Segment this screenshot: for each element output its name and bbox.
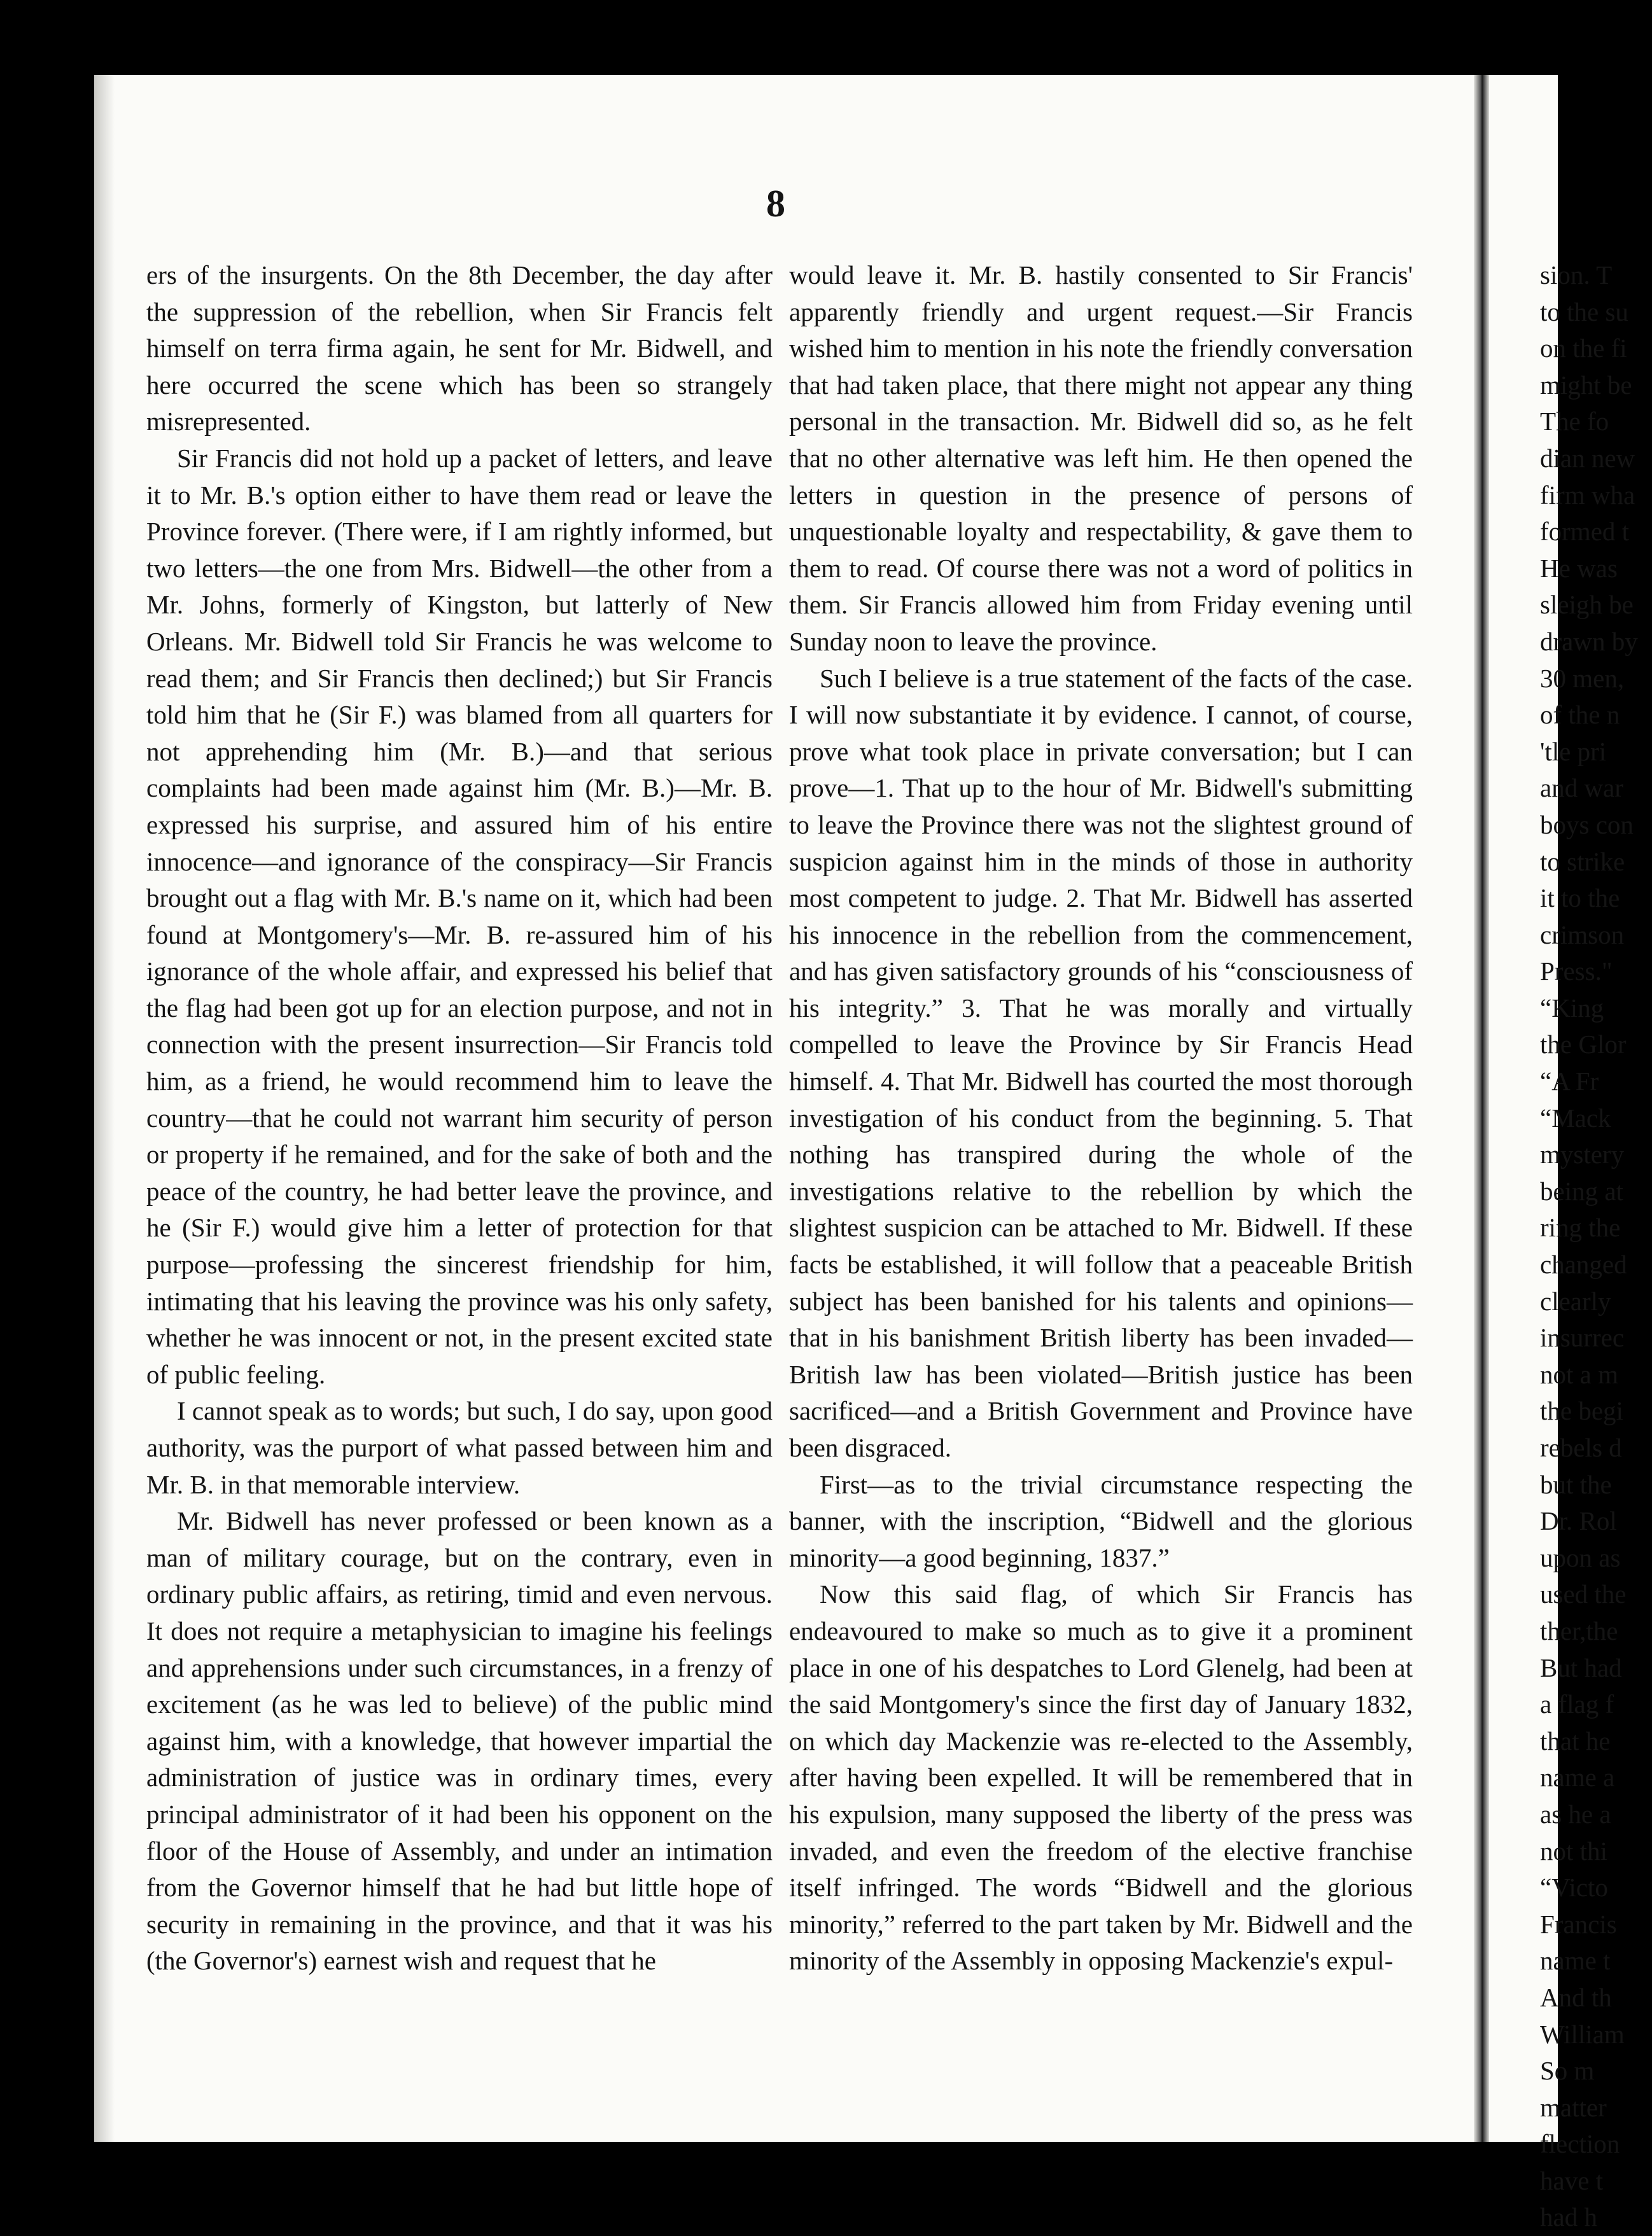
cropped-line: firm wha — [1540, 480, 1635, 510]
cropped-line: formed t — [1540, 517, 1630, 547]
paragraph: would leave it. Mr. B. hastily consented to Sir Francis' apparently friendly and urgent request.—Sir Francis wished him to mention in his note the friendly conversation that had taken place, that there might not appear any thing personal in the transaction. Mr. Bidwell did so, as he felt that no other alternative was left him. He then opened the letters in question in the presence of persons of unquestionable loyalty and respectability, & gave them to them to read. Of course there was not a word of politics in them. Sir Francis allowed him from Friday evening until Sunday noon to leave the province. — [789, 260, 1413, 656]
cropped-line: the Glor — [1540, 1030, 1627, 1059]
cropped-line: that he — [1540, 1726, 1611, 1756]
cropped-line: to strike — [1540, 846, 1625, 876]
cropped-line: not thi — [1540, 1836, 1607, 1866]
cropped-line: being at — [1540, 1176, 1623, 1206]
cropped-line: 30 men, — [1540, 663, 1625, 693]
cropped-line: changed — [1540, 1250, 1627, 1280]
cropped-line: not a m — [1540, 1359, 1618, 1389]
cropped-line: Press." — [1540, 956, 1613, 986]
paragraph: Such I believe is a true statement of the facts of the case. I will now substantiate it by evidence. I cannot, of course, prove what took place in private conversation; but I can prove—1. That up to the hour of Mr. Bidwell's submitting to leave the Province there was not the slightest ground of suspicion against him in the minds of those in authority most competent to judge. 2. That Mr. Bidwell has asserted his innocence in the rebellion from the commencement, and has given satisfactory grounds of his “consciousness of his integrity.” 3. That he was morally and virtually compelled to leave the Province by Sir Francis Head himself. 4. That Mr. Bidwell has courted the most thorough investigation of his conduct from the beginning. 5. That nothing has transpired during the whole of the investigations relative to the rebellion by which the slightest suspicion can be attached to Mr. Bidwell. If these facts be established, it will follow that a peaceable British subject has been banished for his talents and opinions—that in his banishment British liberty has been invaded—British law has been violated—British justice has been sacrificed—and a British Government and Province have been disgraced. — [789, 663, 1413, 1462]
cropped-line: of the n — [1540, 700, 1620, 730]
cropped-line: to the su — [1540, 297, 1628, 326]
cropped-line: might be — [1540, 370, 1632, 400]
cropped-line: 'tle pri — [1540, 736, 1607, 766]
cropped-line: and war — [1540, 773, 1623, 803]
cropped-line: name t — [1540, 1946, 1611, 1976]
cropped-line: The fo — [1540, 407, 1609, 437]
paragraph: First—as to the trivial circumstance respecting the banner, with the inscription, “Bidwell and the glorious minority—a good beginning, 1837.” — [789, 1469, 1413, 1572]
cropped-line: But had — [1540, 1653, 1622, 1682]
cropped-line: “King — [1540, 993, 1604, 1023]
cropped-line: upon as — [1540, 1542, 1621, 1572]
cropped-line: “Victo — [1540, 1873, 1608, 1903]
cropped-line: as he a — [1540, 1799, 1611, 1829]
cropped-line: crimson — [1540, 919, 1625, 949]
cropped-line: And th — [1540, 1982, 1612, 2012]
cropped-line: He was — [1540, 553, 1618, 583]
cropped-line: So m — [1540, 2056, 1595, 2086]
cropped-line: mystery — [1540, 1140, 1625, 1170]
paragraph: I cannot speak as to words; but such, I do say, upon good authority, was the purport of what passed between him and Mr. B. in that memorable interview. — [146, 1396, 773, 1499]
cropped-line: Francis — [1540, 1909, 1617, 1939]
cropped-line: “Mack — [1540, 1103, 1611, 1133]
cropped-line: clearly — [1540, 1286, 1611, 1316]
text-column-1 — [146, 257, 773, 1980]
cropped-line: the begi — [1540, 1396, 1623, 1426]
cropped-line: on the fi — [1540, 333, 1627, 363]
cropped-line: ring the — [1540, 1213, 1621, 1243]
text-column-2 — [789, 257, 1413, 1980]
cropped-line: have t — [1540, 2165, 1604, 2195]
cropped-line: insurrec — [1540, 1323, 1625, 1353]
paragraph: Now this said flag, of which Sir Francis has endeavoured to make so much as to give it a prominent place in one of his despatches to Lord Glenelg, had been at the said Montgomery's since the first day of January 1832, on which day Mackenzie was re-elected to the Assembly, after having been expelled. It will be remembered that in his expulsion, many supposed the liberty of the press was invaded, and even the freedom of the elective franchise itself infringed. The words “Bidwell and the glorious minority,” referred to the part taken by Mr. Bidwell and the minority of the Assembly in opposing Mackenzie's expul- — [789, 1579, 1413, 1976]
paragraph: Mr. Bidwell has never professed or been known as a man of military courage, but on the contrary, even in ordinary public affairs, as retiring, timid and even nervous. It does not require a metaphysician to imagine his feelings and apprehensions under such circumstances, in a frenzy of excitement (as he was led to believe) of the public mind against him, with a knowledge, that however impartial the administration of justice was in ordinary times, every principal administrator of it had been his opponent on the floor of the House of Assembly, and under an intimation from the Governor himself that he had but little hope of security in remaining in the province, and that it was his (the Governor's) earnest wish and request that he — [146, 1506, 773, 1976]
text-column-3-cropped — [1540, 257, 1652, 2236]
cropped-line: “A Fr — [1540, 1066, 1599, 1096]
cropped-line: but the — [1540, 1469, 1612, 1499]
cropped-line: dian new — [1540, 443, 1635, 473]
cropped-line: drawn by — [1540, 626, 1638, 656]
cropped-line: used the — [1540, 1579, 1627, 1609]
cropped-line: ther,the — [1540, 1616, 1618, 1646]
cropped-line: sion. T — [1540, 260, 1613, 290]
book-gutter — [1474, 75, 1489, 2142]
cropped-line: sleigh be — [1540, 590, 1634, 620]
cropped-line: it to the — [1540, 883, 1620, 913]
cropped-line: flection — [1540, 2129, 1620, 2159]
cropped-line: matter — [1540, 2092, 1607, 2122]
cropped-line: had h — [1540, 2202, 1597, 2232]
cropped-line: William — [1540, 2019, 1625, 2049]
page-number: 8 — [766, 183, 785, 225]
scan-edge-shadow — [94, 75, 115, 2142]
cropped-line: a flag f — [1540, 1689, 1614, 1719]
cropped-line: rebels d — [1540, 1433, 1622, 1462]
paragraph: Sir Francis did not hold up a packet of letters, and leave it to Mr. B.'s option either to have them read or leave the Province forever. (There were, if I am rightly informed, but two letters—the one from Mrs. Bidwell—the other from a Mr. Johns, formerly of Kingston, but latterly of New Orleans. Mr. Bidwell told Sir Francis he was welcome to read them; and Sir Francis then declined;) but Sir Francis told him that he (Sir F.) was blamed from all quarters for not apprehending him (Mr. B.)—and that serious complaints had been made against him (Mr. B.)—Mr. B. expressed his surprise, and assured him of his entire innocence—and ignorance of the conspiracy—Sir Francis brought out a flag with Mr. B.'s name on it, which had been found at Montgomery's—Mr. B. re-assured him of his ignorance of the whole affair, and expressed his belief that the flag had been got up for an election purpose, and not in connection with the present insurrection—Sir Francis told him, as a friend, he would recommend him to leave the country—that he could not warrant him security of person or property if he remained, and for the sake of both and the peace of the country, he had better leave the province, and he (Sir F.) would give him a letter of protection for that purpose—professing the sincerest friendship for him, intimating that his leaving the province was his only safety, whether he was innocent or not, in the present excited state of public feeling. — [146, 443, 773, 1389]
cropped-line: name a — [1540, 1763, 1615, 1792]
cropped-line: boys con — [1540, 809, 1634, 839]
cropped-line: Dr. Rol — [1540, 1506, 1617, 1536]
paragraph: ers of the insurgents. On the 8th December, the day after the suppression of the rebellion, when Sir Francis felt himself on terra firma again, he sent for Mr. Bidwell, and here occurred the scene which has been so strangely misrepresented. — [146, 260, 773, 437]
